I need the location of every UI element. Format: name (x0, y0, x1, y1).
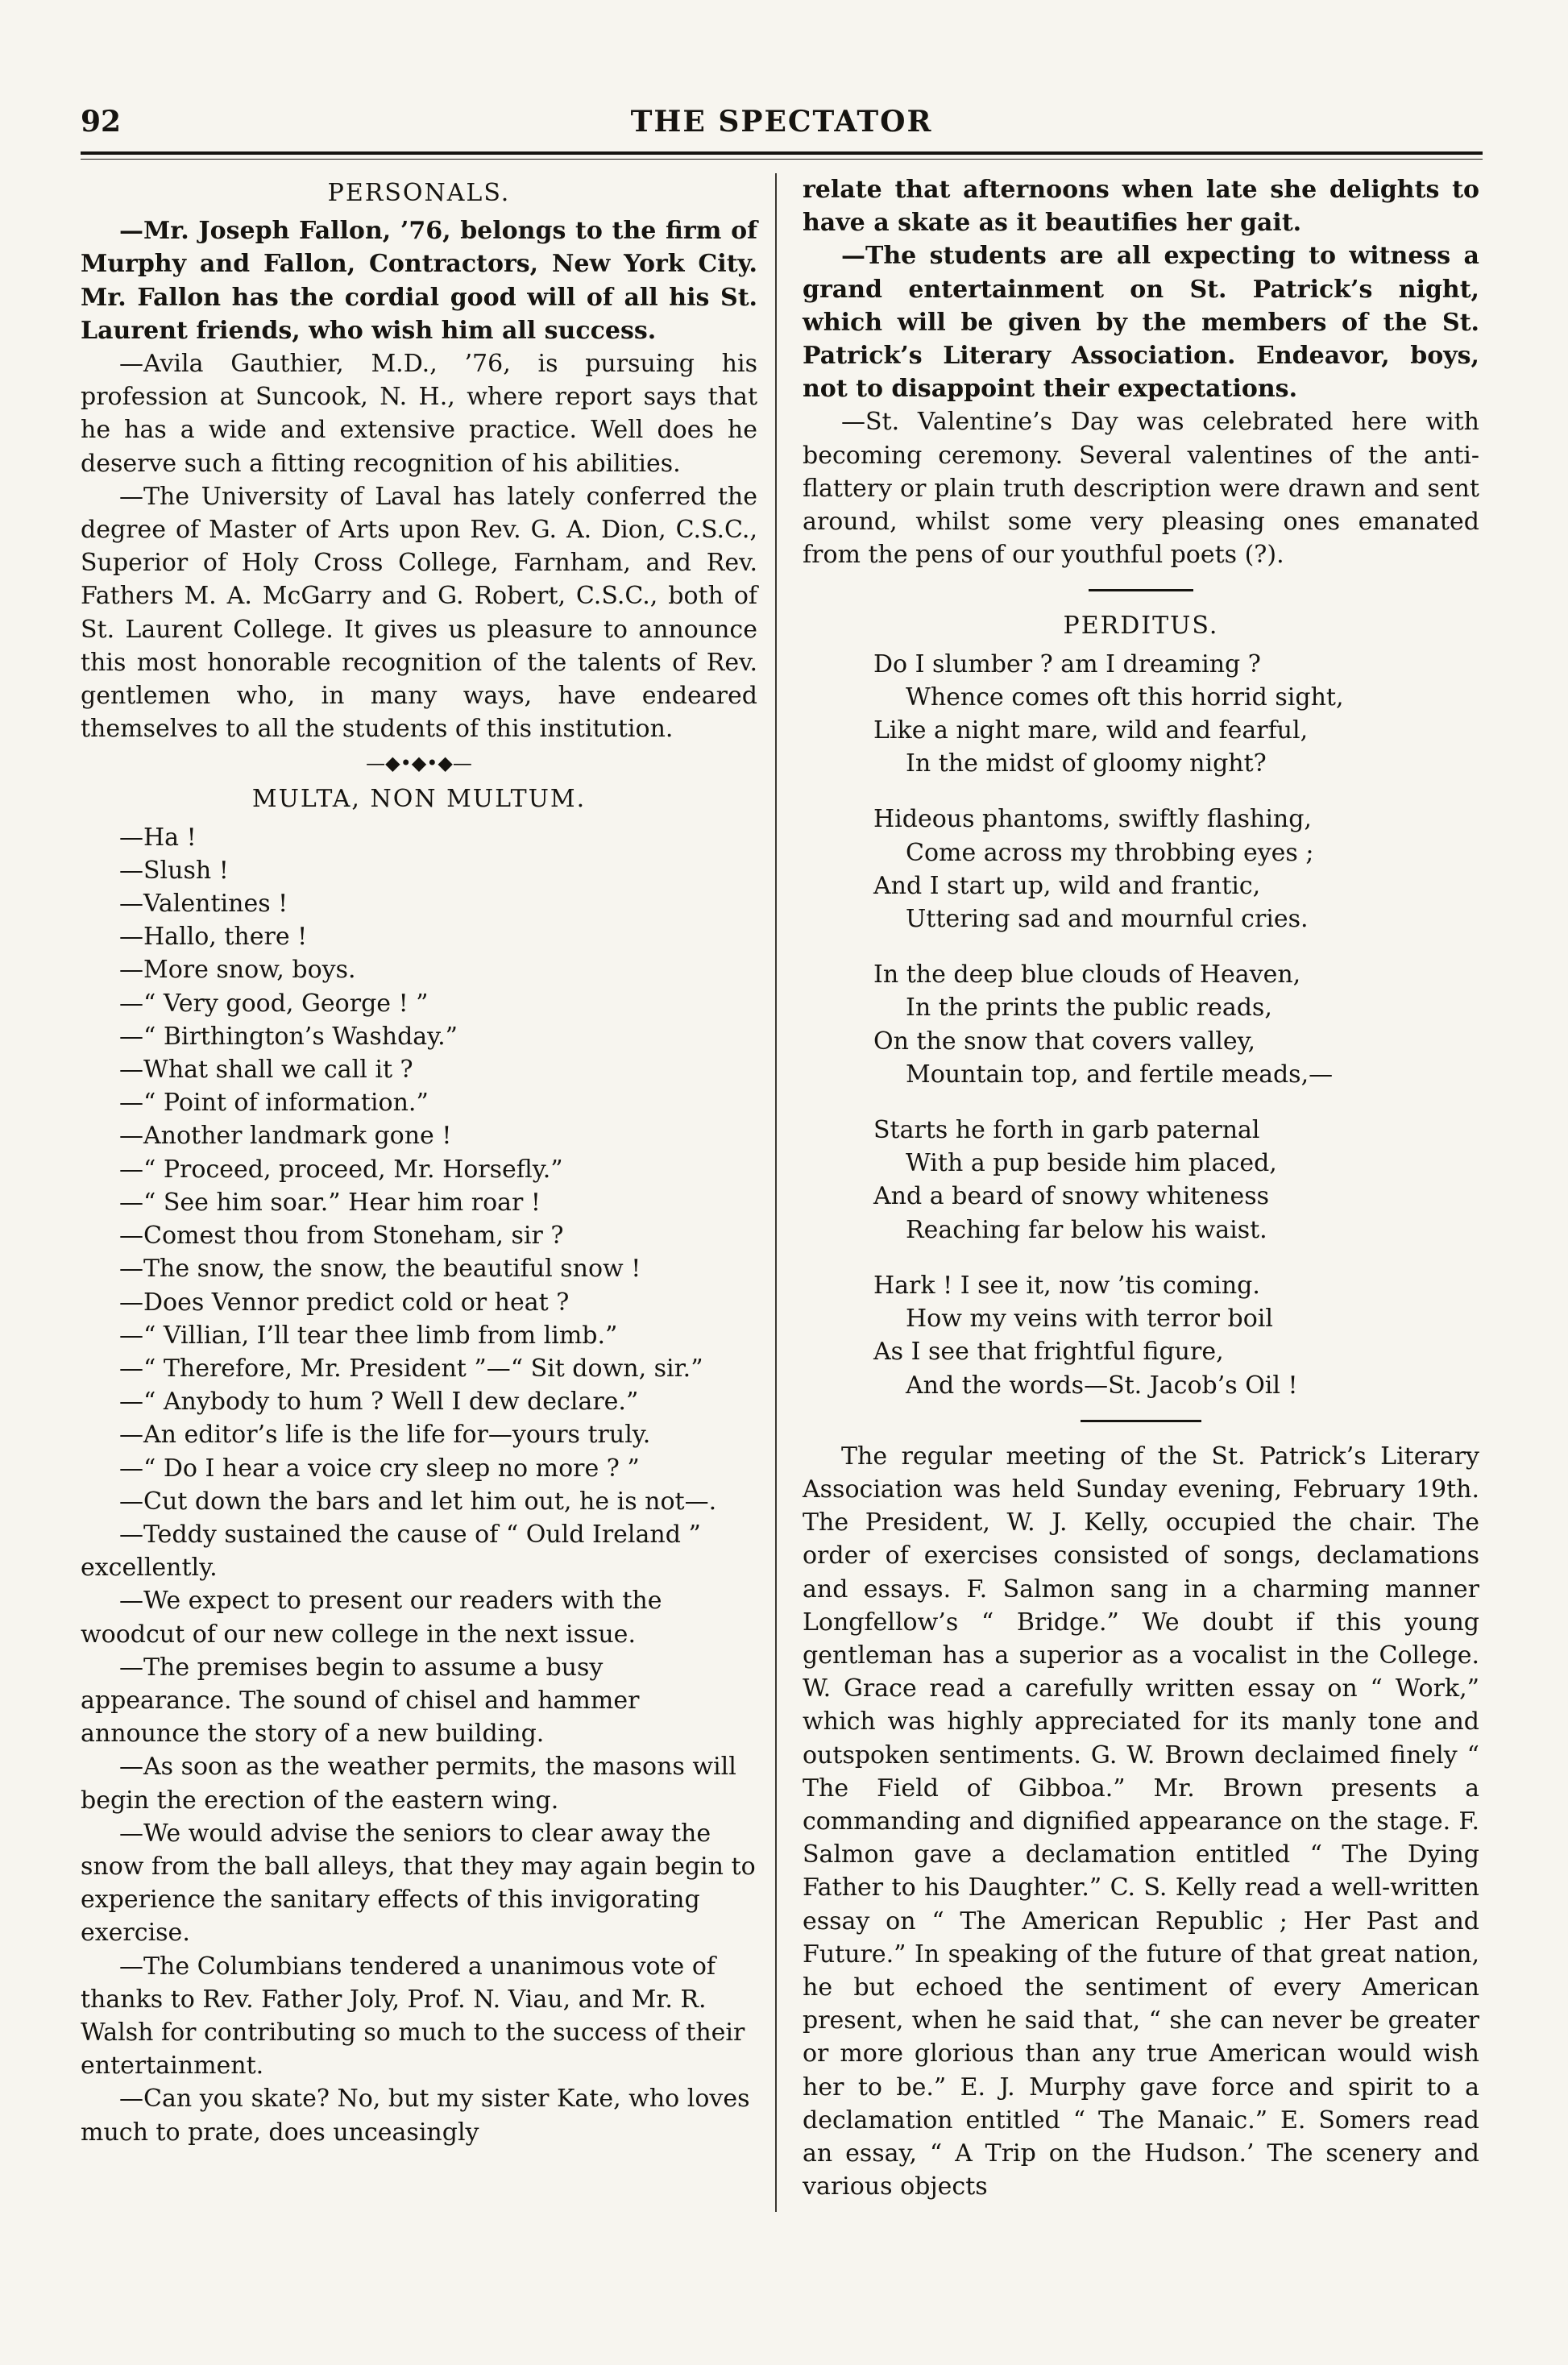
multa-item: —Comest thou from Stoneham, sir ? (119, 1222, 564, 1251)
poem-line: Like a night mare, wild and fearful, (873, 716, 1309, 745)
multa-item: —We expect to present our readers with the woodcut of our new college in the next issue. (81, 1587, 662, 1649)
multa-item: —As soon as the weather permits, the masons will begin the erection of the eastern wing. (81, 1753, 736, 1815)
multa-item: —Cut down the bars and let him out, he is not—. (119, 1487, 717, 1516)
personals-paragraph: —Avila Gauthier, M.D., ’76, is pursuing his profession at Suncook, N. H., where report says that he has a wide and extensive practice. Well does he deserve such a fitting recognition of his abilities. (81, 350, 757, 478)
news-paragraph: —The students are all expecting to witness a grand entertainment on St. Patrick’s night, which will be given by the members of the St. Patrick’s Literary Association. Endeavor, boys, not to disappoint their expectations. (803, 242, 1479, 404)
multa-item: —Valentines ! (119, 890, 288, 919)
poem-line: Come across my throbbing eyes ; (906, 838, 1314, 867)
poem-stanza (873, 958, 1479, 1091)
multa-item: —“ See him soar.” Hear him roar ! (119, 1188, 541, 1217)
poem-line: Uttering sad and mournful cries. (906, 905, 1309, 934)
poem-line: Do I slumber ? am I dreaming ? (873, 649, 1261, 678)
multa-item: —“ Point of information.” (119, 1089, 429, 1118)
multa-item: —“ Anybody to hum ? Well I dew declare.” (119, 1388, 639, 1417)
meeting-paragraph: The regular meeting of the St. Patrick’s Literary Association was held Sunday evening, February 19th. The President, W. J. Kelly, occupied the chair. The order of exercises consisted of songs, declamations and essays. F. Salmon sang in a charming manner Longfellow’s “ Bridge.” We doubt if this young gentleman has a superior as a vocalist in the College. W. Grace read a carefully written essay on “ Work,” which was highly appreciated for its manly tone and outspoken sentiments. G. W. Brown declaimed finely “ The Field of Gibboa.” Mr. Brown presents a commanding and dignified appearance on the stage. F. Salmon gave a declamation entitled “ The Dying Father to his Daughter.” C. S. Kelly read a well-written essay on “ The American Republic ; Her Past and Future.” In speaking of the future of that great nation, he but echoed the sentiment of every American present, when he said that, “ she can never be greater or more glorious than any true American would wish her to be.” E. J. Murphy gave force and spirit to a declamation entitled “ The Manaic.” E. Somers read an essay, “ A Trip on the Hudson.’ The scenery and various objects (803, 1442, 1479, 2201)
poem-line: Starts he forth in garb paternal (873, 1116, 1260, 1145)
multa-item: —An editor’s life is the life for—yours truly. (119, 1421, 651, 1450)
multa-item: —“ Proceed, proceed, Mr. Horsefly.” (119, 1155, 563, 1184)
poem-line: Hark ! I see it, now ’tis coming. (873, 1271, 1260, 1300)
poem-line: And the words—St. Jacob’s Oil ! (906, 1371, 1298, 1400)
section-rule (1081, 1420, 1201, 1422)
personals-heading: PERSONALS. (327, 179, 511, 207)
multa-item: —The premises begin to assume a busy appearance. The sound of chisel and hammer announce the story of a new building. (81, 1653, 640, 1749)
poem-line: With a pup beside him placed, (906, 1149, 1277, 1178)
poem-line: On the snow that covers valley, (873, 1027, 1256, 1056)
poem-line: Whence comes oft this horrid sight, (906, 683, 1344, 712)
right-column (803, 173, 1479, 2203)
poem-heading: PERDITUS. (1063, 612, 1219, 641)
section-ornament: —◆•◆•◆— (366, 752, 472, 775)
continued-paragraph: relate that afternoons when late she delights to have a skate as it beautifies her gait. (803, 176, 1479, 238)
multa-item: —Slush ! (119, 856, 229, 885)
poem-line: And a beard of snowy whiteness (873, 1182, 1269, 1211)
multa-item: —“ Therefore, Mr. President ”—“ Sit down, sir.” (119, 1354, 703, 1383)
poem-line: Hideous phantoms, swiftly flashing, (873, 805, 1312, 834)
poem-stanza (873, 1114, 1479, 1247)
poem-line: In the prints the public reads, (906, 994, 1272, 1023)
multa-item: —Another landmark gone ! (119, 1122, 452, 1151)
poem-line: Reaching far below his waist. (906, 1215, 1267, 1244)
personals-paragraph: —Mr. Joseph Fallon, ’76, belongs to the firm of Murphy and Fallon, Contractors, New York City. Mr. Fallon has the cordial good will of all his St. Laurent friends, who wish him all success. (81, 217, 757, 345)
poem (873, 648, 1479, 1402)
multa-list (81, 821, 757, 2149)
multa-item: —The Columbians tendered a unanimous vote of thanks to Rev. Father Joly, Prof. N. Viau, and Mr. R. Walsh for contributing so much to the success of their entertainment. (81, 1952, 745, 2081)
multa-item: —“ Villian, I’ll tear thee limb from limb.” (119, 1321, 618, 1350)
poem-line: In the midst of gloomy night? (906, 749, 1267, 778)
running-title: THE SPECTATOR (630, 105, 933, 139)
multa-item: —More snow, boys. (119, 956, 356, 985)
personals-paragraph: —The University of Laval has lately conferred the degree of Master of Arts upon Rev. G. A. Dion, C.S.C., Superior of Holy Cross College, Farnham, and Rev. Fathers M. A. McGarry and G. Robert, C.S.C., both of St. Laurent College. It gives us pleasure to announce this most honorable recognition of the talents of Rev. gentlemen who, in many ways, have endeared themselves to all the students of this institution. (81, 482, 757, 744)
multa-item: —Ha ! (119, 823, 197, 852)
page-header (81, 105, 1483, 153)
poem-line: In the deep blue clouds of Heaven, (873, 961, 1301, 990)
left-column (81, 173, 757, 2149)
page-number: 92 (81, 105, 122, 139)
multa-item: —The snow, the snow, the beautiful snow ! (119, 1255, 641, 1284)
poem-stanza (873, 803, 1479, 936)
poem-line: Mountain top, and fertile meads,— (906, 1060, 1334, 1089)
multa-item: —Teddy sustained the cause of “ Ould Ireland ” excellently. (81, 1520, 701, 1583)
multa-item: —What shall we call it ? (119, 1056, 413, 1085)
poem-stanza (873, 1269, 1479, 1402)
header-rule-thick (81, 151, 1483, 155)
poem-stanza (873, 648, 1479, 781)
news-paragraph: —St. Valentine’s Day was celebrated here with becoming ceremony. Several valentines of the anti-flattery or plain truth description were drawn and sent around, whilst some very pleasing ones emanated from the pens of our youthful poets (?). (803, 408, 1479, 570)
multa-item: —“ Birthington’s Washday.” (119, 1022, 458, 1051)
column-divider (775, 173, 777, 2212)
poem-line: How my veins with terror boil (906, 1305, 1273, 1334)
section-rule (1089, 589, 1193, 591)
multa-item: —Hallo, there ! (119, 923, 308, 952)
multa-item: —Can you skate? No, but my sister Kate, who loves much to prate, does unceasingly (81, 2085, 750, 2147)
multa-item: —“ Do I hear a voice cry sleep no more ? ” (119, 1454, 640, 1483)
poem-line: As I see that frightful figure, (873, 1338, 1224, 1367)
poem-line: And I start up, wild and frantic, (873, 871, 1261, 900)
header-rule-thin (81, 159, 1483, 160)
multa-item: —Does Vennor predict cold or heat ? (119, 1288, 570, 1317)
multa-heading: MULTA, NON MULTUM. (251, 785, 587, 814)
multa-item: —“ Very good, George ! ” (119, 989, 429, 1018)
multa-item: —We would advise the seniors to clear away the snow from the ball alleys, that they may again begin to experience the sanitary effects of this invigorating exercise. (81, 1819, 756, 1948)
